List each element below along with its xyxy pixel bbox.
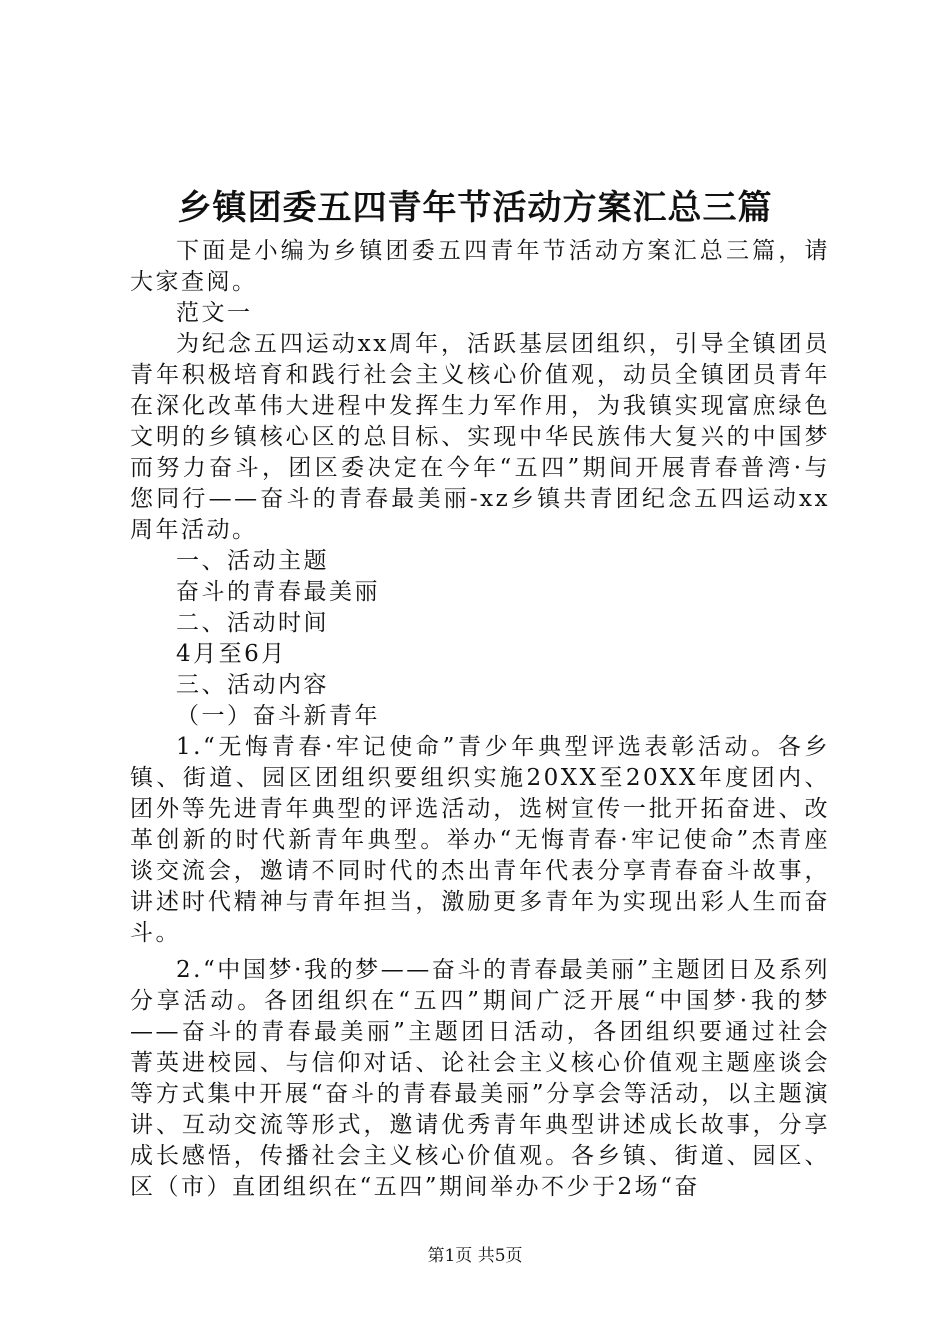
theme-text: 奋斗的青春最美丽 bbox=[176, 579, 380, 605]
section-heading-time: 二、活动时间 bbox=[176, 610, 329, 636]
sample-heading: 范文一 bbox=[176, 300, 253, 326]
document-title: 乡镇团委五四青年节活动方案汇总三篇 bbox=[177, 188, 773, 228]
intro-paragraph: 下面是小编为乡镇团委五四青年节活动方案汇总三篇，请大家查阅。 bbox=[130, 238, 830, 295]
time-text: 4月至6月 bbox=[176, 641, 287, 667]
section-heading-content: 三、活动内容 bbox=[176, 672, 329, 698]
item-one-paragraph: 1.“无悔青春·牢记使命”青少年典型评选表彰活动。各乡镇、街道、园区团组织要组织实施20XX至20XX年度团内、团外等先进青年典型的评选活动，选树宣传一批开拓奋进、改革创新的时代新青年典型。举办“无悔青春·牢记使命”杰青座谈交流会，邀请不同时代的杰出青年代表分享青春奋斗故事，讲述时代精神与青年担当，激励更多青年为实现出彩人生而奋斗。 bbox=[130, 734, 830, 946]
section-heading-theme: 一、活动主题 bbox=[176, 548, 329, 574]
subsection-heading: （一）奋斗新青年 bbox=[176, 703, 380, 729]
document-body bbox=[130, 236, 830, 1203]
purpose-paragraph: 为纪念五四运动xx周年，活跃基层团组织，引导全镇团员青年积极培育和践行社会主义核心价值观，动员全镇团员青年在深化改革伟大进程中发挥生力军作用，为我镇实现富庶绿色文明的乡镇核心区的总目标、实现中华民族伟大复兴的中国梦而努力奋斗，团区委决定在今年“五四”期间开展青春普湾·与您同行——奋斗的青春最美丽-xz乡镇共青团纪念五四运动xx周年活动。 bbox=[130, 331, 830, 543]
item-two-paragraph: 2.“中国梦·我的梦——奋斗的青春最美丽”主题团日及系列分享活动。各团组织在“五四”期间广泛开展“中国梦·我的梦——奋斗的青春最美丽”主题团日活动，各团组织要通过社会菁英进校园、与信仰对话、论社会主义核心价值观主题座谈会等方式集中开展“奋斗的青春最美丽”分享会等活动，以主题演讲、互动交流等形式，邀请优秀青年典型讲述成长故事，分享成长感悟，传播社会主义核心价值观。各乡镇、街道、园区、区（市）直团组织在“五四”期间举办不少于2场“奋 bbox=[130, 957, 830, 1200]
page-footer: 第1页 共5页 bbox=[427, 1246, 523, 1266]
